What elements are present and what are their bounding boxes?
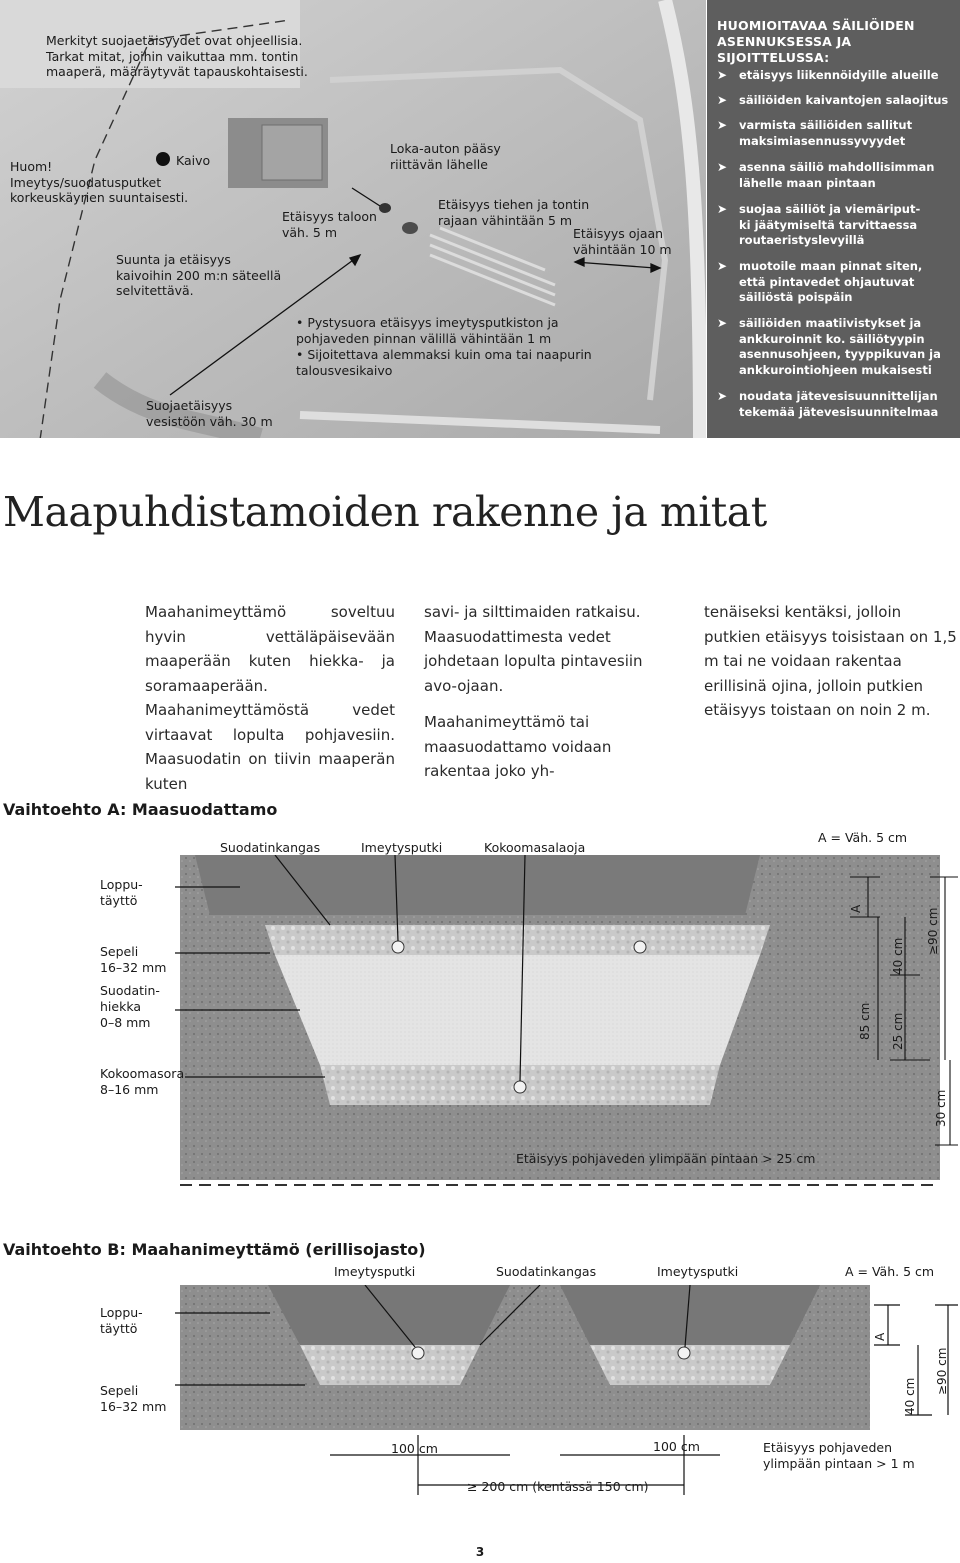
label-imeytysputki-1: Imeytysputki (334, 1264, 416, 1279)
map-bullet-2-text: Sijoitettava alemmaksi kuin oma tai naapurin talousvesikaivo (296, 347, 592, 378)
diagram-b-title: Vaihtoehto B: Maahanimeyttämö (erillisojasto) (3, 1240, 426, 1259)
label-imeytysputki: Imeytysputki (361, 840, 443, 855)
dim-90cm-b: ≥90 cm (935, 1347, 949, 1395)
arrow-icon: ➤ (717, 389, 728, 403)
page-title: Maapuhdistamoiden rakenne ja mitat (3, 488, 767, 536)
map-label-taloon: Etäisyys taloon väh. 5 m (282, 209, 377, 240)
install-note-item: ➤ varmista säiliöiden sallitut maksimiasennussyvyydet (717, 118, 913, 148)
label-a-min: A = Väh. 5 cm (818, 830, 908, 845)
diagram-b (0, 1264, 960, 1530)
text-column-2 (424, 600, 676, 796)
install-note-item: ➤ noudata jätevesisuunnittelijan tekemää jätevesisuunnitelmaa (717, 389, 939, 419)
label-sepeli: Sepeli 16–32 mm (100, 944, 167, 975)
label-groundwater-b: Etäisyys pohjaveden ylimpään pintaan > 1 m (763, 1440, 915, 1471)
label-kokoomasalaoja: Kokoomasalaoja (484, 840, 586, 855)
install-note-item: ➤ muotoile maan pinnat siten, että pintavedet ohjautuvat säiliöstä poispäin (717, 259, 923, 304)
dim-100cm-2: 100 cm (653, 1439, 700, 1454)
diagram-a (0, 830, 960, 1195)
dim-25cm: 25 cm (891, 1012, 905, 1050)
map-label-tiehen: Etäisyys tiehen ja tontin rajaan vähintään 5 m (438, 197, 590, 228)
map-bullet-2: • Sijoitettava alemmaksi kuin oma tai naapurin talousvesikaivo (296, 347, 592, 378)
column-paragraph: Maahanimeyttämö soveltuu hyvin vettäläpäisevään maaperään kuten hiekka- ja soramaaperään. Maahanimeyttämöstä vedet virtaavat lopulta pohjavesiin. Maasuodatin on tiivin maaperän kuten (145, 603, 395, 793)
label-suodatinkangas: Suodatinkangas (220, 840, 321, 855)
dim-200cm: ≥ 200 cm (kentässä 150 cm) (467, 1479, 649, 1494)
column-paragraph: Maahanimeyttämö tai maasuodattamo voidaan rakentaa joko yh- (424, 713, 612, 780)
install-note-item: ➤ asenna säiliö mahdollisimman lähelle maan pintaan (717, 160, 935, 190)
install-note-item: ➤ suojaa säiliöt ja viemäriput- ki jäätymiseltä tarvittaessa routaeristyslevyillä (717, 202, 921, 247)
arrow-icon: ➤ (717, 259, 728, 273)
page-number: 3 (475, 1545, 485, 1559)
label-sepeli-b: Sepeli 16–32 mm (100, 1383, 167, 1414)
dim-a: A (849, 904, 863, 913)
install-notes-heading: HUOMIOITAVAA SÄILIÖIDEN ASENNUKSESSA JA SIJOITTELUSSA: (717, 18, 915, 65)
install-note-item: ➤ säiliöiden kaivantojen salaojitus (717, 93, 949, 107)
arrow-icon: ➤ (717, 118, 728, 132)
map-label-suunta: Suunta ja etäisyys kaivoihin 200 m:n säteellä selvitettävä. (116, 252, 282, 298)
label-suodatinkangas-b: Suodatinkangas (496, 1264, 597, 1279)
label-lopputaytto: Loppu- täyttö (100, 877, 143, 908)
arrow-icon: ➤ (717, 68, 728, 82)
map-label-ojaan: Etäisyys ojaan vähintään 10 m (573, 226, 672, 257)
diagram-a-title: Vaihtoehto A: Maasuodattamo (3, 800, 278, 819)
dim-100cm-1: 100 cm (391, 1441, 438, 1456)
map-label-kaivo: Kaivo (176, 153, 211, 168)
dim-a-b: A (873, 1332, 887, 1341)
arrow-icon: ➤ (717, 202, 728, 216)
install-note-item: ➤ säiliöiden maatiivistykset ja ankkuroinnit ko. säiliötyypin asennusohjeen, tyyppikuvan ja ankkurointiohjeen mukaisesti (717, 316, 941, 377)
column-paragraph: tenäiseksi kentäksi, jolloin putkien etäisyys toisistaan on 1,5 m tai ne voidaan rakentaa erillisinä ojina, jolloin putkien etäisyys toistaan on noin 2 m. (704, 603, 957, 719)
install-notes-panel (707, 0, 960, 438)
arrow-icon: ➤ (717, 160, 728, 174)
column-paragraph: savi- ja silttimaiden ratkaisu. Maasuodattimesta vedet johdetaan lopulta pintavesiin avo-ojaan. (424, 603, 643, 695)
install-note-item: ➤ etäisyys liikennöidyille alueille (717, 68, 939, 82)
label-imeytysputki-2: Imeytysputki (657, 1264, 739, 1279)
text-column-3 (704, 600, 958, 735)
map-note-top: Merkityt suojaetäisyydet ovat ohjeellisia. Tarkat mitat, joihin vaikuttaa mm. tontin maaperä, määräytyvät tapauskohtaisesti. (46, 33, 308, 79)
arrow-icon: ➤ (717, 93, 728, 107)
label-kokoomasora: Kokoomasora 8–16 mm (100, 1066, 185, 1097)
map-label-lokaauto: Loka-auton pääsy riittävän lähelle (390, 141, 501, 172)
dim-90cm: ≥90 cm (926, 907, 940, 955)
label-lopputaytto-b: Loppu- täyttö (100, 1305, 143, 1336)
dim-85cm: 85 cm (858, 1002, 872, 1040)
label-suodatinhiekka: Suodatin- hiekka 0–8 mm (100, 983, 160, 1030)
label-a-min-b: A = Väh. 5 cm (845, 1264, 935, 1279)
text-column-1 (145, 600, 395, 808)
arrow-icon: ➤ (717, 316, 728, 330)
site-map (0, 0, 706, 438)
dim-40cm-b: 40 cm (903, 1377, 917, 1415)
dim-30cm: 30 cm (934, 1089, 948, 1127)
map-bullet-1-text: Pystysuora etäisyys imeytysputkiston ja pohjaveden pinnan välillä vähintään 1 m (296, 315, 559, 346)
map-bullet-1: • Pystysuora etäisyys imeytysputkiston ja pohjaveden pinnan välillä vähintään 1 m (296, 315, 559, 346)
map-note-huom: Huom! Imeytys/suodatusputket korkeuskäyrien suuntaisesti. (10, 159, 189, 205)
map-label-suoja: Suojaetäisyys vesistöön väh. 30 m (146, 398, 273, 429)
label-groundwater-a: Etäisyys pohjaveden ylimpään pintaan > 25 cm (516, 1151, 816, 1166)
dim-40cm: 40 cm (891, 937, 905, 975)
